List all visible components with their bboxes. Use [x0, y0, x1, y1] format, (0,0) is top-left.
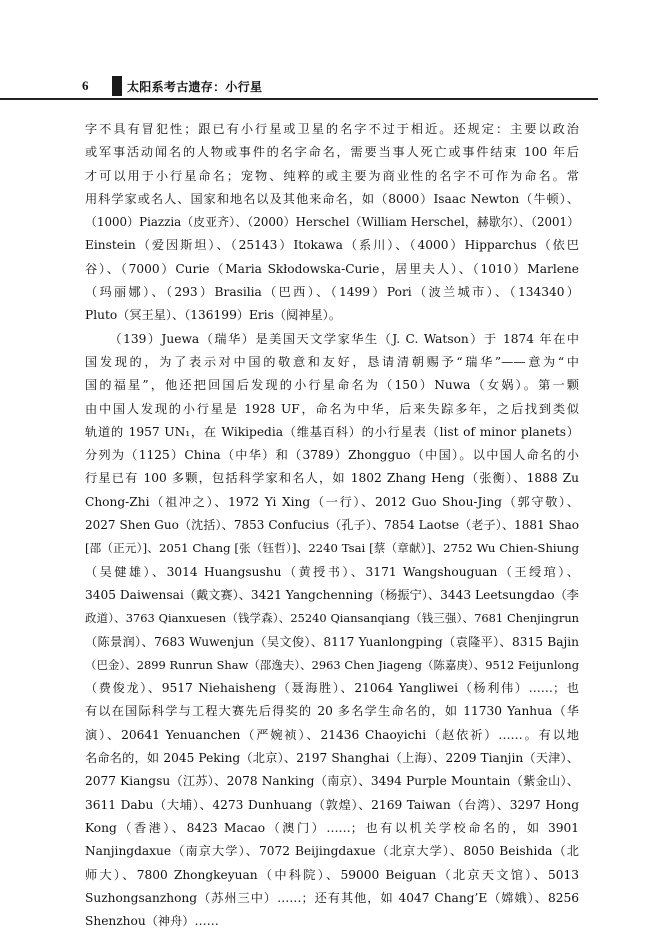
text-line: （1000）Piazzia（皮亚齐）、（2000）Herschel（William Herschel，赫歇尔）、（2001） [85, 215, 579, 230]
text-line: 字不具有冒犯性；跟已有小行星或卫星的名字不过于相近。还规定：主要以政治 [85, 122, 579, 136]
text-line: （吴健雄）、3014 Huangsushu（黄授书）、3171 Wangshouguan（王绶琯）、 [85, 564, 579, 579]
text-line: （139）Juewa（瑞华）是美国天文学家华生（J. C. Watson）于 1874 年在中 [109, 331, 579, 346]
text-line: Shenzhou（神舟）…… [85, 914, 219, 929]
text-line: Einstein（爱因斯坦）、（25143）Itokawa（系川）、（4000）Hipparchus（依巴 [85, 238, 579, 253]
text-line: 2027 Shen Guo（沈括）、7853 Confucius（孔子）、7854 Laotse（老子）、1881 Shao [85, 518, 579, 533]
text-line: 政道）、3763 Qianxuesen（钱学森）、25240 Qiansanqiang（钱三强）、7681 Chenjingrun [85, 611, 579, 626]
text-line: 用科学家或名人、国家和地名以及其他来命名，如（8000）Isaac Newton（牛顿）、 [85, 191, 579, 206]
running-header [0, 74, 620, 100]
text-line: 分列为（1125）China（中华）和（3789）Zhongguo（中国）。以中国人命名的小 [85, 448, 579, 463]
text-line: （玛丽娜）、（293）Brasilia（巴西）、（1499）Pori（波兰城市）、（134340） [85, 285, 579, 300]
text-line: 名命名的，如 2045 Peking（北京）、2197 Shanghai（上海）、2209 Tianjin（天津）、 [85, 751, 579, 766]
text-line: 谷）、（7000）Curie（Maria Skłodowska-Curie，居里夫人）、（1010）Marlene [85, 261, 579, 276]
text-line: （陈景润）、7683 Wuwenjun（吴文俊）、8117 Yuanlongping（袁隆平）、8315 Bajin [85, 634, 579, 649]
text-line: Nanjingdaxue（南京大学）、7072 Beijingdaxue（北京大学）、8050 Beishida（北 [85, 844, 579, 859]
text-line: 或军事活动闻名的人物或事件的名字命名，需要当事人死亡或事件结束 100 年后 [85, 145, 579, 160]
text-line: Pluto（冥王星）、（136199）Eris（阋神星）。 [85, 308, 341, 323]
page-number: 6 [82, 78, 89, 93]
text-line: Kong（香港）、8423 Macao（澳门）……；也有以机关学校命名的，如 3901 [85, 820, 579, 835]
text-line: 3405 Daiwensai（戴文赛）、3421 Yangchenning（杨振宁）、3443 Leetsungdao（李 [85, 587, 579, 602]
text-line: [邵（正元）]、2051 Chang [张（钰哲）]、2240 Tsai [蔡（章献）]、2752 Wu Chien-Shiung [85, 541, 579, 556]
text-line: 轨道的 1957 UN₁，在 Wikipedia（维基百科）的小行星表（list of minor planets） [85, 424, 579, 439]
text-line: 行星已有 100 多颗，包括科学家和名人，如 1802 Zhang Heng（张衡）、1888 Zu [85, 471, 579, 486]
text-line: 师大）、7800 Zhongkeyuan（中科院）、59000 Beiguan（北京天文馆）、5013 [85, 867, 579, 882]
paragraph [85, 328, 579, 933]
text-line: 由中国人发现的小行星是 1928 UF，命名为中华，后来失踪多年，之后找到类似 [85, 401, 579, 416]
text-line: Chong-Zhi（祖冲之）、1972 Yi Xing（一行）、2012 Guo Shou-Jing（郭守敬）、 [85, 494, 579, 509]
running-title: 太阳系考古遗存：小行星 [127, 80, 263, 94]
header-block-marker [112, 76, 122, 96]
text-line: 演）、20641 Yenuanchen（严婉祯）、21436 Chaoyichi（赵依祈）……。有以地 [85, 727, 579, 742]
text-line: 国发现的，为了表示对中国的敬意和友好，恳请清朝赐予“瑞华”——意为“中 [85, 354, 579, 369]
paragraph [85, 118, 579, 328]
header-rule [0, 98, 598, 100]
text-line: （巴金）、2899 Runrun Shaw（邵逸夫）、2963 Chen Jiageng（陈嘉庚）、9512 Feijunlong [85, 657, 579, 672]
text-line: （费俊龙）、9517 Niehaisheng（聂海胜）、21064 Yangliwei（杨利伟）……；也 [85, 681, 579, 696]
text-line: 国的福星”，他还把回国后发现的小行星命名为（150）Nuwa（女娲）。第一颗 [85, 378, 579, 393]
text-line: 3611 Dabu（大埔）、4273 Dunhuang（敦煌）、2169 Taiwan（台湾）、3297 Hong [85, 797, 579, 812]
body-text [85, 118, 579, 933]
text-line: 2077 Kiangsu（江苏）、2078 Nanking（南京）、3494 Purple Mountain（紫金山）、 [85, 774, 579, 789]
text-line: Suzhongsanzhong（苏州三中）……；还有其他，如 4047 Chang’E（嫦娥）、8256 [85, 890, 579, 905]
text-line: 才可以用于小行星命名；宠物、纯粹的或主要为商业性的名字不可作为命名。常 [85, 168, 579, 183]
text-line: 有以在国际科学与工程大赛先后得奖的 20 多名学生命名的，如 11730 Yanhua（华 [85, 704, 579, 719]
